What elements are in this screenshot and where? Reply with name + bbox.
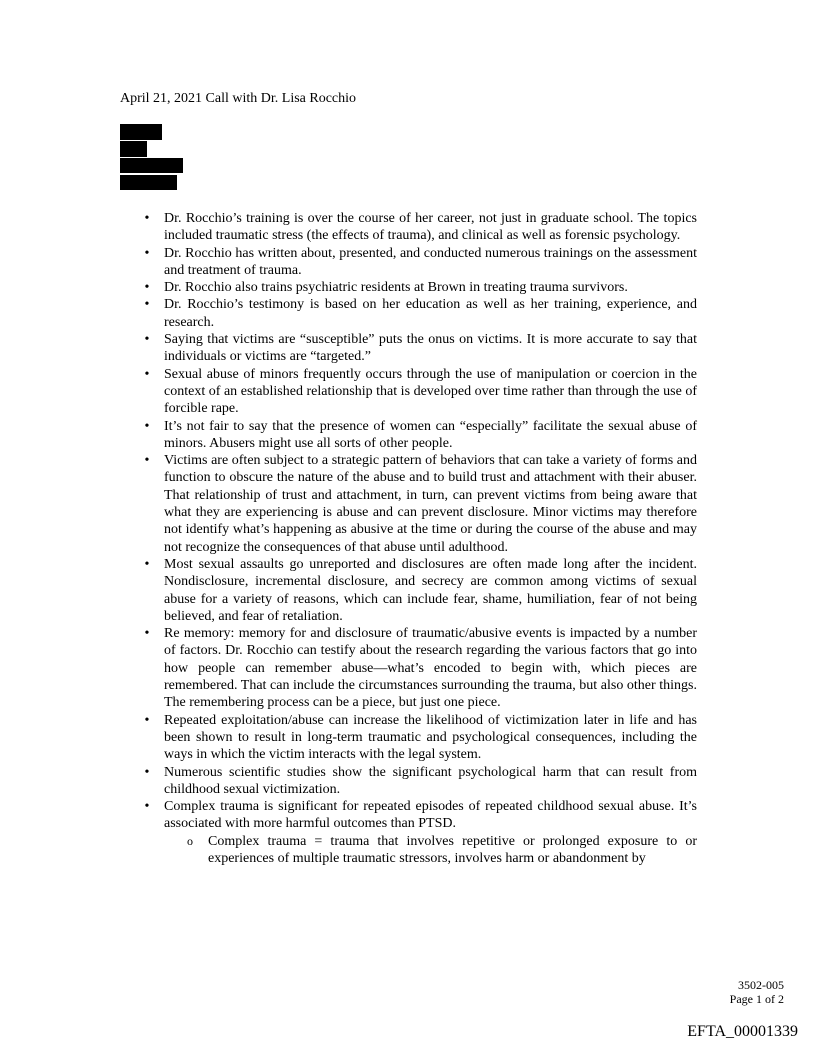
bullet-item bbox=[144, 331, 697, 366]
bullet-text: Numerous scientific studies show the significant psychological harm that can result from childhood sexual victimization. bbox=[164, 764, 697, 797]
bullet-item bbox=[144, 712, 697, 764]
bullet-glyph: • bbox=[144, 799, 150, 815]
bullet-item bbox=[144, 279, 697, 296]
redaction-block-4 bbox=[120, 175, 177, 190]
bullet-glyph: • bbox=[144, 453, 150, 469]
bullet-glyph: • bbox=[144, 366, 150, 382]
bullet-text: Most sexual assaults go unreported and disclosures are often made long after the incident. Nondisclosure, incremental disclosure, and secrecy are common among victims of sexual abuse for a variety of reasons, which can include fear, shame, humiliation, fear of not being believed, and fear of retaliation. bbox=[164, 556, 697, 624]
bullet-item bbox=[144, 764, 697, 799]
bullet-item bbox=[144, 245, 697, 280]
bullet-item bbox=[144, 210, 697, 245]
bullet-item bbox=[144, 798, 697, 867]
bullet-text: Victims are often subject to a strategic pattern of behaviors that can take a variety of forms and function to obscure the nature of the abuse and to build trust and attachment with their abuser. That relationship of trust and attachment, in turn, can prevent victims from being aware that what they are experiencing is abuse and can prevent disclosure. Minor victims may therefore not identify what’s happening as abusive at the time or during the course of the abuse and may not recognize the consequences of that abuse until adulthood. bbox=[164, 453, 697, 555]
bullet-glyph: • bbox=[144, 556, 150, 572]
bullet-glyph: • bbox=[144, 712, 150, 728]
sub-bullet-item bbox=[187, 833, 697, 868]
redaction-block-1 bbox=[120, 124, 162, 140]
sub-bullet-text: Complex trauma = trauma that involves repetitive or prolonged exposure to or experiences of multiple traumatic stressors, involves harm or abandonment by bbox=[208, 833, 697, 866]
bullet-glyph: • bbox=[144, 297, 150, 313]
bullet-item bbox=[144, 418, 697, 453]
bullet-text: Re memory: memory for and disclosure of traumatic/abusive events is impacted by a number of factors. Dr. Rocchio can testify about the research regarding the various factors that go into how people can remember abuse—what’s encoded to begin with, which pieces are remembered. That can include the circumstances surrounding the trauma, but also other things. The remembering process can be a piece, but just one piece. bbox=[164, 626, 697, 711]
bullet-text: Dr. Rocchio’s testimony is based on her education as well as her training, experience, and research. bbox=[164, 297, 697, 330]
bullet-item bbox=[144, 452, 697, 556]
bullet-item bbox=[144, 625, 697, 711]
bullet-text: It’s not fair to say that the presence of women can “especially” facilitate the sexual abuse of minors. Abusers might use all sorts of other people. bbox=[164, 418, 697, 451]
bullet-text: Complex trauma is significant for repeated episodes of repeated childhood sexual abuse. It’s associated with more harmful outcomes than PTSD. bbox=[164, 799, 697, 832]
bates-number: EFTA_00001339 bbox=[687, 1023, 798, 1040]
bullet-glyph: • bbox=[144, 332, 150, 348]
page-number: Page 1 of 2 bbox=[729, 992, 784, 1006]
bullet-text: Dr. Rocchio also trains psychiatric residents at Brown in treating trauma survivors. bbox=[164, 280, 628, 296]
bullet-glyph: • bbox=[144, 211, 150, 226]
bullet-glyph: • bbox=[144, 626, 150, 642]
bullet-item bbox=[144, 296, 697, 331]
bullet-text: Dr. Rocchio’s training is over the course of her career, not just in graduate school. The topics included traumatic stress (the effects of trauma), and clinical as well as forensic psychology. bbox=[164, 211, 697, 244]
bullet-item bbox=[144, 366, 697, 418]
bullet-glyph: • bbox=[144, 245, 150, 261]
sub-bullet-glyph: o bbox=[187, 833, 193, 848]
bullet-glyph: • bbox=[144, 280, 150, 296]
document-code: 3502-005 bbox=[738, 978, 784, 992]
bullet-text: Dr. Rocchio has written about, presented, and conducted numerous trainings on the assessment and treatment of trauma. bbox=[164, 245, 697, 278]
bullet-glyph: • bbox=[144, 764, 150, 780]
bullet-text: Repeated exploitation/abuse can increase the likelihood of victimization later in life and has been shown to result in long-term traumatic and psychological consequences, including the ways in which the victim interacts with the legal system. bbox=[164, 712, 697, 763]
bullet-text: Saying that victims are “susceptible” puts the onus on victims. It is more accurate to say that individuals or victims are “targeted.” bbox=[164, 332, 697, 365]
bullet-glyph: • bbox=[144, 418, 150, 434]
document-title: April 21, 2021 Call with Dr. Lisa Rocchio bbox=[120, 91, 357, 106]
sub-bullet-list bbox=[164, 833, 697, 868]
bullet-list bbox=[144, 210, 697, 867]
bullet-item bbox=[144, 556, 697, 625]
redaction-block-3 bbox=[120, 158, 183, 173]
redaction-block-2 bbox=[120, 141, 147, 157]
bullet-text: Sexual abuse of minors frequently occurs through the use of manipulation or coercion in the context of an established relationship that is developed over time rather than through the use of forcible rape. bbox=[164, 366, 697, 417]
